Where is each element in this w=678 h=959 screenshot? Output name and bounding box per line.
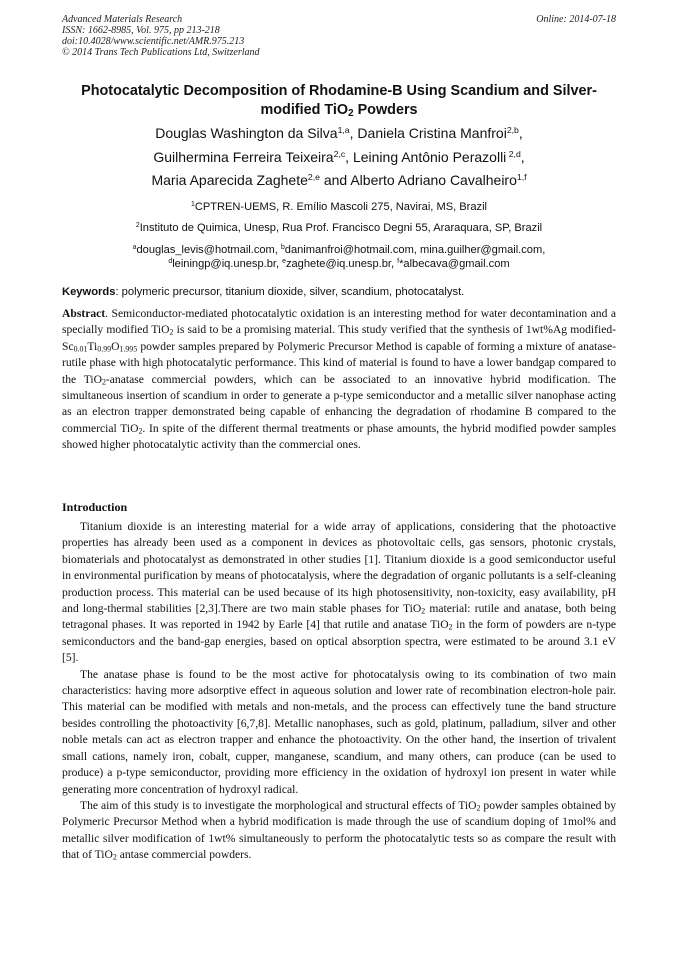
affiliation-1: $^1$CPTREN-UEMS, R. Emílio Mascoli 275, Navirai, MS, Brazil [190, 201, 488, 213]
email-list [62, 243, 616, 271]
abstract-label: Abstract [62, 307, 106, 320]
paragraph: The aim of this study is to investigate the morphological and structural effects of TiO$_2$ powder samples obtained by Polymeric Precursor Method when a hybrid modification is made through the use of scandium doping of 1mol% and metallic silver modification of 1wt% simultaneously to perform the photocatalytic tests so as compare the result with that of TiO$_2$ antase commercial powders. [62, 798, 616, 862]
keywords-label: Keywords [62, 286, 116, 298]
email[interactable]: $^f$*albecava@gmail.com [397, 258, 510, 270]
email[interactable]: $^b$danimanfroi@hotmail.com, mina.guilher@gmail.com, [280, 244, 546, 256]
paper-title: Photocatalytic Decomposition of Rhodamine-B Using Scandium and Silver-modified TiO$_2$ Powders [81, 83, 597, 119]
journal-name: Advanced Materials Research [62, 14, 183, 25]
author: Alberto Adriano Cavalheiro$^{1,f}$ [350, 172, 527, 188]
email[interactable]: $^d$leiningp@iq.unesp.br, [168, 258, 283, 270]
email[interactable]: $^a$douglas_levis@hotmail.com, [132, 244, 281, 256]
keywords [62, 285, 616, 299]
author: Douglas Washington da Silva$^{1,a}$, [155, 125, 358, 141]
email[interactable]: $^e$zaghete@iq.unesp.br, [282, 258, 398, 270]
introduction-body [62, 519, 616, 864]
abstract: Abstract. Semiconductor-mediated photocatalytic oxidation is an interesting method for water decontamination and a specially modified TiO$_2$ is said to be a promising material. This study verified that the synthesis of 1wt%Ag modified-$Sc_{0.01}Ti_{0.99}O_{1.995}$ powder samples prepared by Polymeric Precursor Method is capable of forming a mixture of anatase-rutile phase with high photocatalytic performance. This kind of material is found to have a lower bandgap compared to the TiO$_2$-anatase commercial powders, which can be associated to an innovative hybrid modification. The simultaneous insertion of scandium in order to generate a p-type semiconductor and a metallic silver nanophase acting as an electron trapper demonstrated being capable of enhancing the degradation of rhodamine B compared to the commercial TiO$_2$. In spite of the different thermal treatments or phase amounts, the hybrid modified powder samples showed higher photocatalytic activity than the commercial ones. [62, 307, 616, 452]
author: Daniela Cristina Manfroi$^{2,b}$, [357, 125, 523, 141]
author: Leining Antônio Perazolli $^{2,d}$, [352, 148, 525, 165]
doi-line: doi:10.4028/www.scientific.net/AMR.975.213 [62, 36, 245, 47]
online-date: Online: 2014-07-18 [536, 14, 616, 25]
affiliation-2: $^2$Instituto de Quimica, Unesp, Rua Prof. Francisco Degni 55, Araraquara, SP, Brazil [135, 222, 543, 234]
keywords-text: : polymeric precursor, titanium dioxide, silver, scandium, photocatalyst. [115, 286, 465, 298]
paragraph: The anatase phase is found to be the most active for photocatalysis owing to its combination of two main characteristics: having more adsorptive effect in aqueous solution and lower rate of recombination electron-hole pair. This material can be modified with metals and non-metals, and the process can effectively tune the band structure besides controlling the photoactivity [6,7,8]. Metallic nanophases, such as gold, platinum, palladium, silver and other noble metals can act as electron trapper and enhance the photoactivity. On the other hand, the insertion of trivalent small cations, namely iron, cobalt, cupper, manganese, scandium, and many others, can produce (can be used to produce) a p-type semiconductor, providing more efficiency in the oxidation of hydroxyl ion present in water while generating more concentration of hydroxyl radical. [62, 667, 616, 796]
author: Maria Aparecida Zaghete$^{2,e}$ and [151, 172, 351, 188]
paragraph: Titanium dioxide is an interesting material for a wide array of applications, considering that the photoactive properties has already been used as a component in devices as photovoltaic cells, gas sensors, photonic crystals, biomaterials and photocatalyst as demonstrated in other studies [1]. Titanium dioxide is a good semiconductor useful in environmental purification by means of photocatalysis, where the degradation of organic pollutants is a self-cleaning production process. This material can be used because of its high photosensitivity, non-toxicity, easy availability, pH and long-thermal stabilities [2,3].There are two main stable phases for TiO$_2$ material: rutile and anatase, both being tetragonal phases. It was reported in 1942 by Earle [4] that rutile and anatase TiO$_2$ in the form of powders are n-type semiconductors and the band-gap energies, based on optical absorption spectra, were estimated to be around 3.1 eV [5]. [62, 520, 617, 665]
author: Guilhermina Ferreira Teixeira$^{2,c}$, [153, 148, 353, 165]
author-list [62, 122, 616, 193]
issn-line: ISSN: 1662-8985, Vol. 975, pp 213-218 [62, 25, 220, 36]
copyright-line: © 2014 Trans Tech Publications Ltd, Switzerland [62, 47, 260, 58]
section-heading-introduction: Introduction [62, 500, 128, 514]
journal-header [62, 14, 260, 58]
